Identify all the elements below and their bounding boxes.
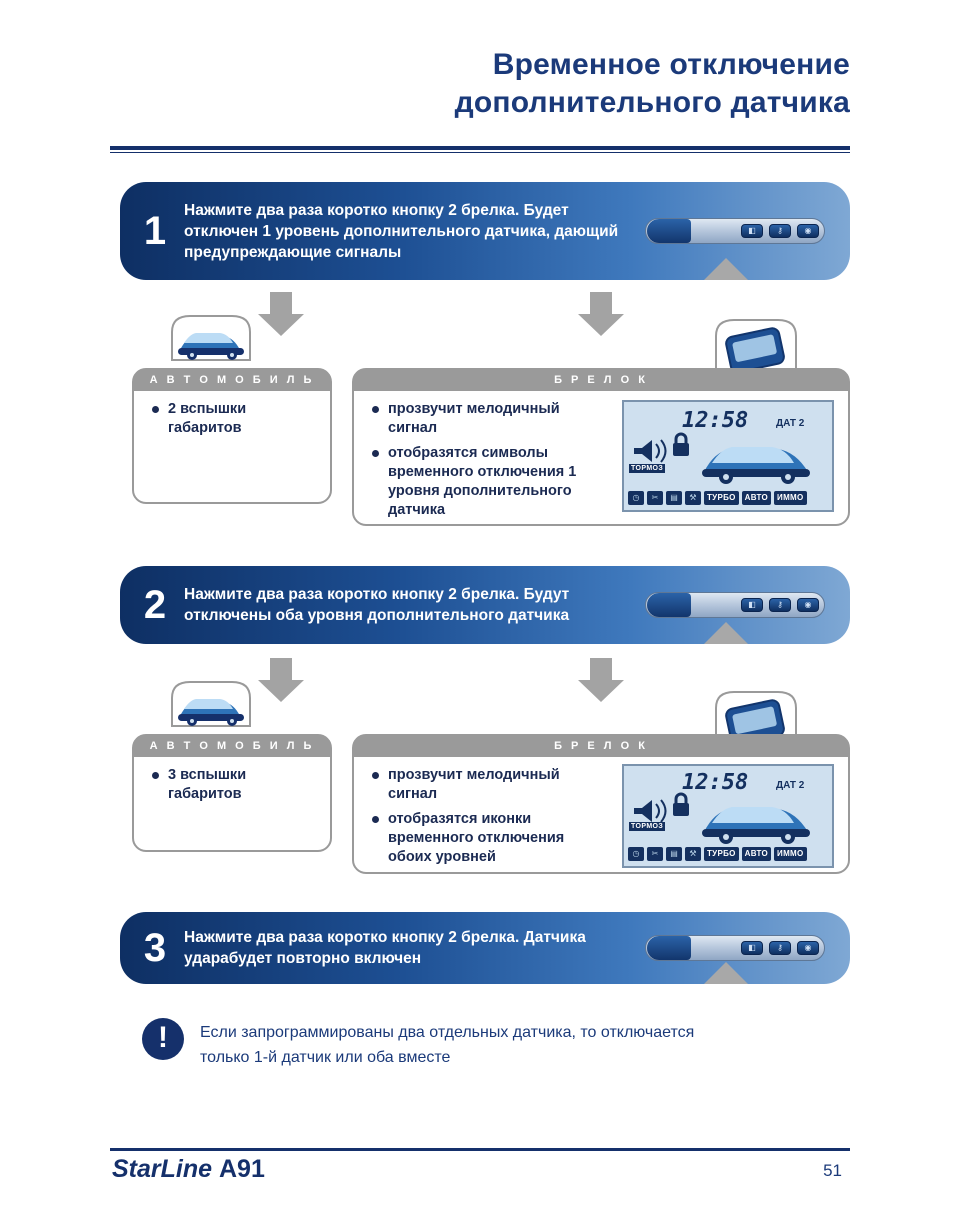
lcd-2-car-icon <box>696 792 816 844</box>
lcd-2-time: 12:58 <box>682 770 749 795</box>
key-fob-icon <box>645 931 825 965</box>
lcd-1-immo-label: ИММО <box>774 491 807 505</box>
arrow-to-fob-1 <box>578 292 624 336</box>
step-3-number: 3 <box>143 925 167 970</box>
page-number: 51 <box>823 1161 842 1180</box>
lcd-2-auto-label: АВТО <box>742 847 771 861</box>
car-panel-1-title: А В Т О М О Б И Л Ь <box>133 369 331 391</box>
lcd-2-dat-label: ДАТ 2 <box>776 780 805 791</box>
arrow-to-fob-2 <box>578 658 624 702</box>
arrow-to-car-2 <box>258 658 304 702</box>
fob-button-1: ◧ <box>741 598 763 612</box>
fob-panel-2-title: Б Р Е Л О К <box>353 735 849 757</box>
lcd-2-statusbar <box>628 846 828 862</box>
fob-panel-2 <box>352 734 850 874</box>
lcd-display-2 <box>622 764 834 868</box>
thermo-icon: ▤ <box>666 491 682 505</box>
service-icon: ✂ <box>647 847 663 861</box>
fob-panel-1-bullet-1: прозвучит мелодичный сигнал <box>370 400 592 438</box>
fob-panel-2-bullet-1: прозвучит мелодичный сигнал <box>370 766 592 804</box>
warning-note-text: Если запрограммированы два отдельных датчика, то отключается только 1-й датчик или оба вместе <box>200 1024 695 1066</box>
fob-panel-1-bullet-2: отобразятся символы временного отключения 1 уровня дополнительного датчика <box>370 444 592 520</box>
step-1-pointer <box>704 258 748 280</box>
lcd-display-1 <box>622 400 834 512</box>
step-2-text: Нажмите два раза коротко кнопку 2 брелка. Будут отключены оба уровня дополнительного датчика <box>184 586 570 624</box>
fob-button-1: ◧ <box>741 224 763 238</box>
lcd-1-time: 12:58 <box>682 408 749 433</box>
clock-icon: ◷ <box>628 491 644 505</box>
fob-button-3: ◉ <box>797 598 819 612</box>
lcd-2-turbo-label: ТУРБО <box>704 847 739 861</box>
siren-icon-1 <box>630 434 670 468</box>
header-divider <box>110 146 850 153</box>
step-3-text: Нажмите два раза коротко кнопку 2 брелка. Датчика ударабудет повторно включен <box>184 929 586 967</box>
step-3-pointer <box>704 962 748 984</box>
lcd-1-car-icon <box>696 432 816 484</box>
fob-button-2: ⚷ <box>769 224 791 238</box>
wrench-icon: ⚒ <box>685 491 701 505</box>
lcd-1-tormoz-label: ТОРМОЗ <box>631 465 664 472</box>
fob-panel-2-bullet-2: отобразятся иконки временного отключения обоих уровней <box>370 810 592 867</box>
step-2-remote <box>620 588 850 622</box>
fob-button-3: ◉ <box>797 224 819 238</box>
lcd-1-statusbar <box>628 490 828 506</box>
key-fob-icon <box>645 214 825 248</box>
car-panel-1-bullet-1: 2 вспышки габаритов <box>150 400 318 438</box>
service-icon: ✂ <box>647 491 663 505</box>
key-fob-icon <box>645 588 825 622</box>
car-panel-1 <box>132 368 332 504</box>
wrench-icon: ⚒ <box>685 847 701 861</box>
exclamation-icon: ! <box>142 1018 184 1060</box>
clock-icon: ◷ <box>628 847 644 861</box>
step-1-text: Нажмите два раза коротко кнопку 2 брелка. Будет отключен 1 уровень дополнительного датчика, дающий предупреждающие сигналы <box>184 201 619 261</box>
fob-button-2: ⚷ <box>769 598 791 612</box>
fob-panel-1-title: Б Р Е Л О К <box>353 369 849 391</box>
lcd-1-turbo-label: ТУРБО <box>704 491 739 505</box>
fob-panel-1 <box>352 368 850 526</box>
brand-logo <box>112 1155 265 1184</box>
step-2-number: 2 <box>143 582 167 627</box>
page-title <box>110 46 850 122</box>
car-panel-2-title: А В Т О М О Б И Л Ь <box>133 735 331 757</box>
lock-icon-2 <box>670 792 692 818</box>
footer-divider <box>110 1148 850 1151</box>
lcd-2-immo-label: ИММО <box>774 847 807 861</box>
thermo-icon: ▤ <box>666 847 682 861</box>
fob-button-2: ⚷ <box>769 941 791 955</box>
fob-button-1: ◧ <box>741 941 763 955</box>
lock-icon-1 <box>670 432 692 458</box>
brand-model: A91 <box>218 1155 265 1183</box>
step-3-remote <box>620 931 850 965</box>
step-2-pointer <box>704 622 748 644</box>
brand-name: StarLine <box>112 1155 219 1183</box>
arrow-to-car-1 <box>258 292 304 336</box>
lcd-1-auto-label: АВТО <box>742 491 771 505</box>
car-panel-2-bullet-1: 3 вспышки габаритов <box>150 766 318 804</box>
warning-note <box>142 1018 842 1078</box>
car-icon-2 <box>168 676 254 736</box>
lcd-2-tormoz-label: ТОРМОЗ <box>631 823 664 830</box>
page-title-line-2: дополнительного датчика <box>454 86 850 119</box>
car-panel-2 <box>132 734 332 852</box>
step-1-number: 1 <box>143 208 167 253</box>
lcd-1-dat-label: ДАТ 2 <box>776 418 805 429</box>
step-1-remote <box>620 214 850 248</box>
page-title-line-1: Временное отключение <box>492 48 850 81</box>
fob-button-3: ◉ <box>797 941 819 955</box>
car-icon-1 <box>168 310 254 370</box>
